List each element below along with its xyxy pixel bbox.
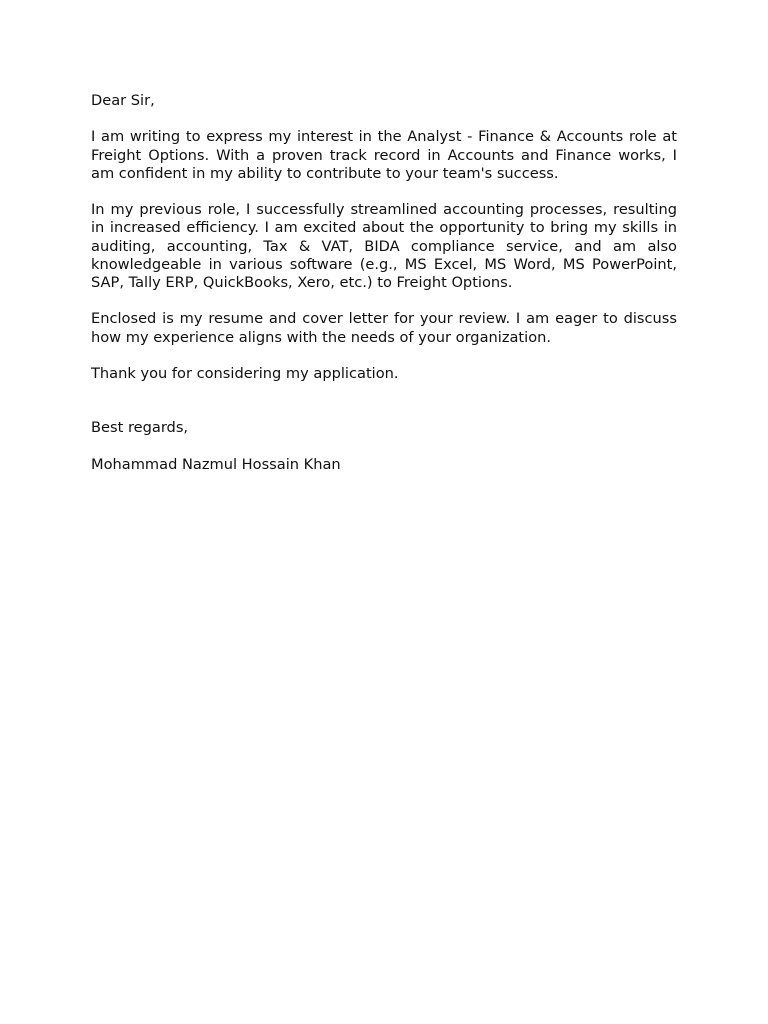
thank-you-line: Thank you for considering my application. bbox=[91, 364, 399, 382]
salutation: Dear Sir, bbox=[91, 92, 155, 109]
paragraph-experience: In my previous role, I successfully streamlined accounting processes, resulting in increased efficiency. I am excited about the opportunity to bring my skills in auditing, accounting, Tax & VAT, BIDA compliance service, and am also knowledgeable in various software (e.g., MS Excel, MS Word, MS PowerPoint, SAP, Tally ERP, QuickBooks, Xero, etc.) to Freight Options. bbox=[91, 201, 677, 291]
paragraph-enclosure: Enclosed is my resume and cover letter for your review. I am eager to discuss how my experience aligns with the needs of your organization. bbox=[91, 310, 677, 346]
paragraph-interest: I am writing to express my interest in the Analyst - Finance & Accounts role at Freight Options. With a proven track record in Accounts and Finance works, I am confident in my ability to contribute to your team's success. bbox=[91, 128, 677, 182]
closing: Best regards, bbox=[91, 419, 189, 437]
signature-name: Mohammad Nazmul Hossain Khan bbox=[91, 455, 341, 473]
cover-letter-body bbox=[91, 92, 677, 474]
